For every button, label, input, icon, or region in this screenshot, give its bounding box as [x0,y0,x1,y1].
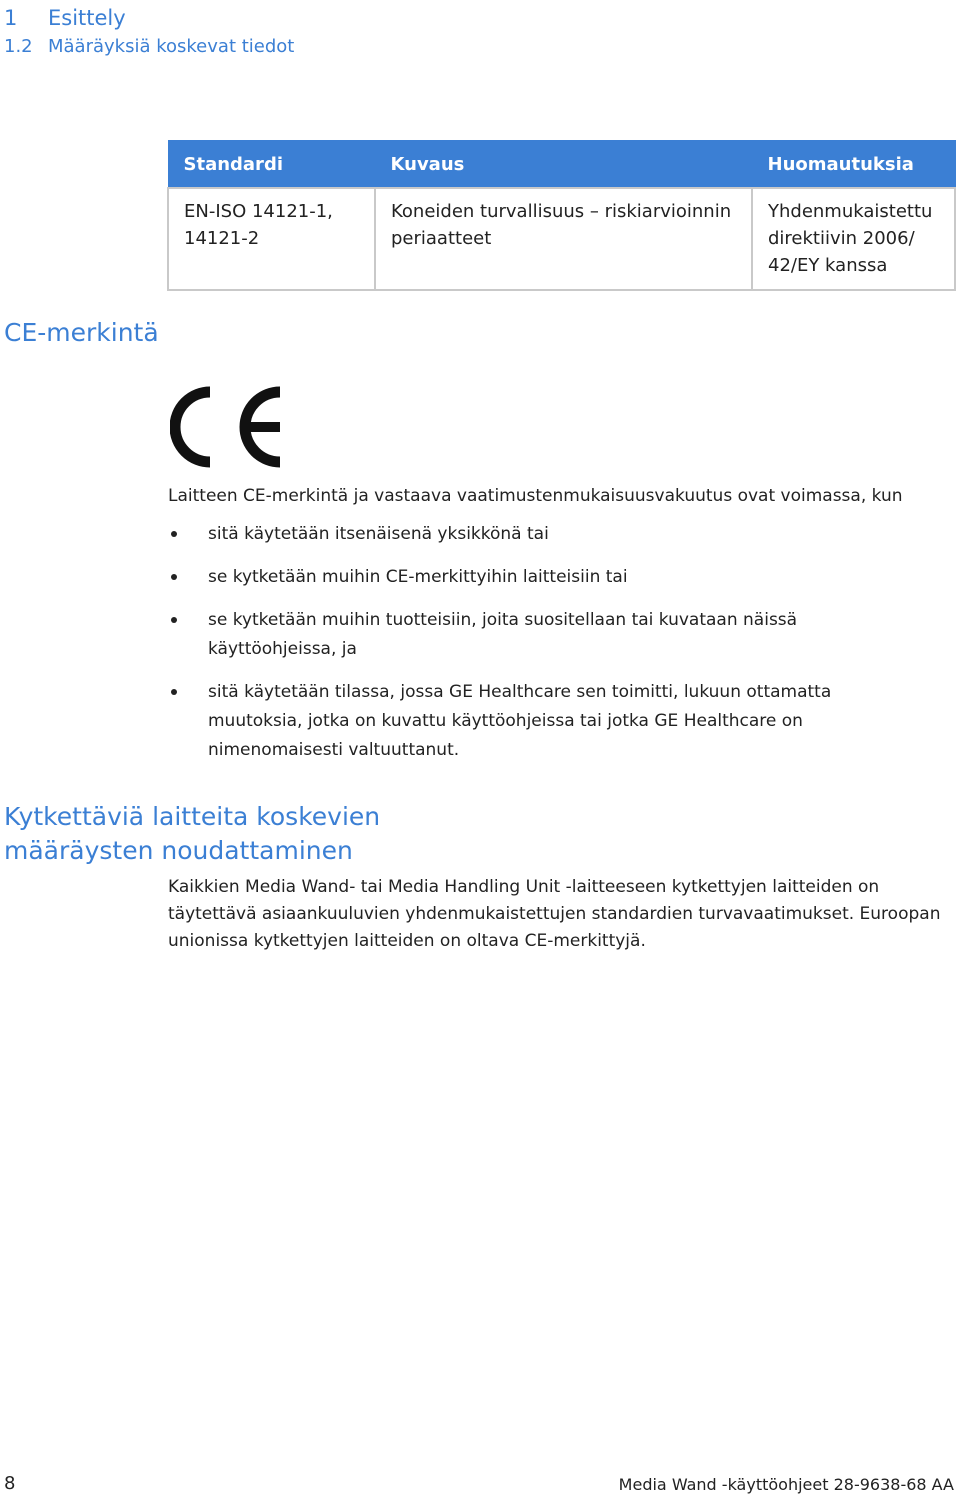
page-number: 8 [4,1473,16,1494]
cell-standard: EN-ISO 14121-1, 14121-2 [168,188,375,290]
bullet-icon [171,574,177,580]
column-header-standard: Standardi [168,141,375,189]
section-number: 1.2 [4,36,33,57]
table-row [168,188,955,290]
cell-notes: Yhdenmukaistettu direktiivin 2006/ 42/EY kanssa [752,188,955,290]
bullet-icon [171,617,177,623]
chapter-number: 1 [4,6,18,30]
section-heading [4,36,294,57]
document-reference: Media Wand -käyttöohjeet 28-9638-68 AA [618,1475,954,1494]
list-item [168,563,888,592]
bullet-icon [171,689,177,695]
standards-table [167,140,956,291]
ce-section-title: CE-merkintä [4,318,159,347]
column-header-notes: Huomautuksia [752,141,955,189]
ce-intro-text: Laitteen CE-merkintä ja vastaava vaatimustenmukaisuusvakuutus ovat voimassa, kun [168,486,903,506]
bullet-icon [171,531,177,537]
connect-section-text: Kaikkien Media Wand- tai Media Handling Unit -laitteeseen kytkettyjen laitteiden on täytettävä asiaankuuluvien yhdenmukaistettujen standardien turvavaatimukset. Euroopan unionissa kytkettyjen laitteiden on oltava CE-merkittyjä. [168,877,941,951]
list-item [168,606,888,664]
list-item-text: sitä käytetään itsenäisenä yksikkönä tai [208,524,549,544]
table-header-row [168,141,955,189]
list-item-text: se kytketään muihin tuotteisiin, joita suositellaan tai kuvataan näissä käyttöohjeissa, ja [208,610,798,659]
list-item-text: sitä käytetään tilassa, jossa GE Healthcare sen toimitti, lukuun ottamatta muutoksia, jotka on kuvattu käyttöohjeissa tai jotka GE Healthcare on nimenomaisesti valtuuttanut. [208,682,832,760]
list-item [168,678,888,765]
ce-mark-icon [170,386,288,468]
list-item-text: se kytketään muihin CE-merkittyihin laitteisiin tai [208,567,628,587]
list-item [168,520,888,549]
chapter-heading [4,6,126,30]
column-header-description: Kuvaus [375,141,752,189]
connect-section-title: Kytkettäviä laitteita koskevien määräysten noudattaminen [4,802,381,865]
chapter-title: Esittely [48,6,126,30]
ce-conditions-list [168,520,888,779]
section-title: Määräyksiä koskevat tiedot [48,36,295,57]
cell-description: Koneiden turvallisuus – riskiarvioinnin periaatteet [375,188,752,290]
